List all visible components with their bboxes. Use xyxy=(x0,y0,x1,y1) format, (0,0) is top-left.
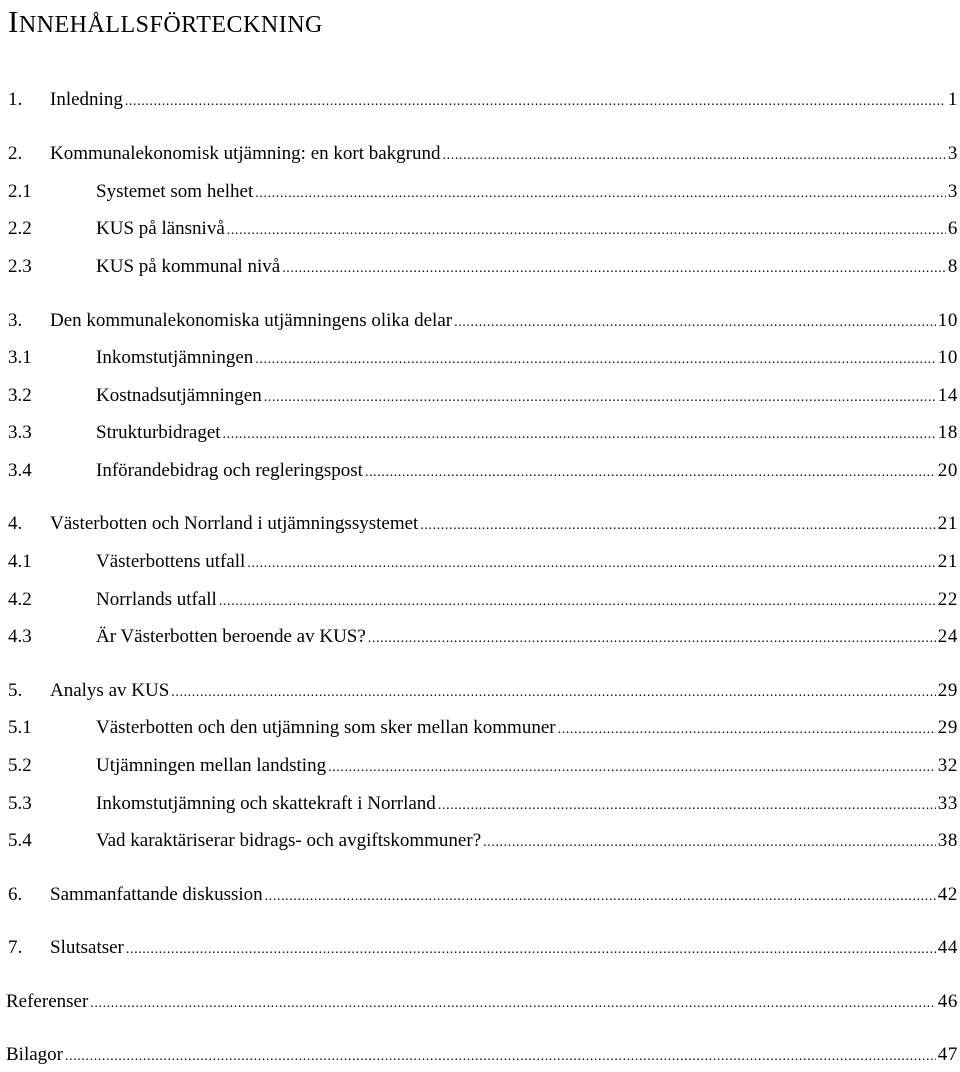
toc-entry-title: Inledning xyxy=(50,89,123,110)
toc-entry-number: 4. xyxy=(8,513,23,534)
toc-dot-leader xyxy=(255,345,936,375)
toc-entry-number: 4.1 xyxy=(8,551,32,572)
toc-entry-title: Inkomstutjämningen xyxy=(96,347,254,368)
toc-entry[interactable] xyxy=(6,1040,958,1070)
toc-entry-page: 10 xyxy=(937,347,958,368)
toc-entry-page: 3 xyxy=(947,181,958,202)
toc-dot-leader xyxy=(282,254,946,284)
toc-dot-leader xyxy=(368,624,936,654)
toc-entry-page: 29 xyxy=(937,680,958,701)
toc-entry-title: Systemet som helhet xyxy=(96,181,254,202)
toc-entry-page: 44 xyxy=(937,937,958,958)
toc-entry[interactable] xyxy=(8,713,958,743)
toc-entry-page: 32 xyxy=(937,755,958,776)
toc-entry[interactable] xyxy=(8,214,958,244)
toc-entry-page: 42 xyxy=(937,884,958,905)
toc-entry-title: Sammanfattande diskussion xyxy=(50,884,263,905)
toc-entry[interactable] xyxy=(8,85,958,115)
toc-entry-page: 38 xyxy=(937,830,958,851)
toc-dot-leader xyxy=(125,87,946,117)
toc-entry-title: Kommunalekonomisk utjämning: en kort bakgrund xyxy=(50,143,441,164)
toc-dot-leader xyxy=(265,882,936,912)
toc-dot-leader xyxy=(65,1042,936,1072)
toc-entry-number: 3.4 xyxy=(8,460,32,481)
toc-entry-number: 3.2 xyxy=(8,385,32,406)
toc-entry-title: Kostnadsutjämningen xyxy=(96,385,262,406)
toc-entry-title: Västerbotten och den utjämning som sker mellan kommuner xyxy=(96,717,556,738)
toc-entry-title: Västerbotten och Norrland i utjämningssystemet xyxy=(50,513,419,534)
toc-dot-leader xyxy=(247,549,935,579)
toc-entry-title: Analys av KUS xyxy=(50,680,170,701)
toc-entry-number: 5.4 xyxy=(8,830,32,851)
toc-dot-leader xyxy=(227,216,946,246)
toc-entry-number: 3. xyxy=(8,310,23,331)
toc-dot-leader xyxy=(171,678,936,708)
toc-entry-page: 14 xyxy=(937,385,958,406)
toc-entry-title: Är Västerbotten beroende av KUS? xyxy=(96,626,366,647)
toc-entry[interactable] xyxy=(8,456,958,486)
toc-entry-number: 7. xyxy=(8,937,23,958)
toc-entry[interactable] xyxy=(8,751,958,781)
toc-dot-leader xyxy=(443,141,946,171)
toc-dot-leader xyxy=(438,791,936,821)
toc-entry-page: 20 xyxy=(937,460,958,481)
toc-entry-page: 6 xyxy=(947,218,958,239)
toc-dot-leader xyxy=(90,989,936,1019)
toc-entry-page: 22 xyxy=(937,589,958,610)
toc-dot-leader xyxy=(255,179,946,209)
toc-entry-number: 4.3 xyxy=(8,626,32,647)
toc-entry-number: 4.2 xyxy=(8,589,32,610)
toc-entry-page: 21 xyxy=(937,551,958,572)
toc-entry-title: Utjämningen mellan landsting xyxy=(96,755,327,776)
toc-entry[interactable] xyxy=(8,826,958,856)
toc-dot-leader xyxy=(223,420,936,450)
toc-entry-number: 2.3 xyxy=(8,256,32,277)
toc-entry-page: 10 xyxy=(937,310,958,331)
toc-entry[interactable] xyxy=(8,306,958,336)
toc-entry[interactable] xyxy=(8,252,958,282)
toc-entry-title: Bilagor xyxy=(6,1044,63,1065)
toc-entry-page: 46 xyxy=(937,991,958,1012)
toc-dot-leader xyxy=(328,753,936,783)
toc-entry[interactable] xyxy=(8,789,958,819)
toc-entry-title: Referenser xyxy=(6,991,89,1012)
toc-entry-number: 2.2 xyxy=(8,218,32,239)
toc-entry-title: Den kommunalekonomiska utjämningens olika delar xyxy=(50,310,453,331)
toc-entry-number: 3.1 xyxy=(8,347,32,368)
toc-entry-number: 2.1 xyxy=(8,181,32,202)
toc-dot-leader xyxy=(264,383,936,413)
toc-entry-title: Vad karaktäriserar bidrags- och avgiftskommuner? xyxy=(96,830,482,851)
toc-entry-number: 3.3 xyxy=(8,422,32,443)
toc-entry-number: 2. xyxy=(8,143,23,164)
toc-entry[interactable] xyxy=(8,676,958,706)
toc-entry-page: 24 xyxy=(937,626,958,647)
toc-dot-leader xyxy=(219,587,936,617)
toc-entry-title: Strukturbidraget xyxy=(96,422,221,443)
toc-entry[interactable] xyxy=(8,585,958,615)
toc-entry-page: 1 xyxy=(947,89,958,110)
toc-entry-title: Införandebidrag och regleringspost xyxy=(96,460,363,481)
toc-entry[interactable] xyxy=(8,343,958,373)
toc-entry-page: 33 xyxy=(937,793,958,814)
toc-entry-page: 3 xyxy=(947,143,958,164)
toc-dot-leader xyxy=(420,511,935,541)
toc-entry[interactable] xyxy=(8,139,958,169)
toc-entry-page: 8 xyxy=(947,256,958,277)
toc-entry-number: 5.3 xyxy=(8,793,32,814)
toc-entry[interactable] xyxy=(8,547,958,577)
toc-entry-page: 18 xyxy=(937,422,958,443)
toc-entry-title: KUS på länsnivå xyxy=(96,218,225,239)
toc-dot-leader xyxy=(365,458,936,488)
toc-entry-title: Norrlands utfall xyxy=(96,589,217,610)
toc-entry-page: 47 xyxy=(937,1044,958,1065)
toc-entry-title: KUS på kommunal nivå xyxy=(96,256,281,277)
toc-entry-number: 5. xyxy=(8,680,23,701)
toc-entry-number: 1. xyxy=(8,89,23,110)
toc-dot-leader xyxy=(558,715,936,745)
toc-entry[interactable] xyxy=(8,622,958,652)
page-title-initial: I xyxy=(8,4,19,39)
toc-entry-number: 5.2 xyxy=(8,755,32,776)
toc-entry-title: Inkomstutjämning och skattekraft i Norrland xyxy=(96,793,436,814)
toc-entry[interactable] xyxy=(8,880,958,910)
page-title-rest: NNEHÅLLSFÖRTECKNING xyxy=(18,12,323,38)
toc-entry[interactable] xyxy=(8,381,958,411)
toc-entry[interactable] xyxy=(8,509,958,539)
toc-entry-number: 6. xyxy=(8,884,23,905)
toc-entry[interactable] xyxy=(6,987,958,1017)
toc-entry[interactable] xyxy=(8,418,958,448)
toc-entry-title: Västerbottens utfall xyxy=(96,551,246,572)
page-title xyxy=(8,2,323,45)
toc-entry-page: 29 xyxy=(937,717,958,738)
toc-entry-title: Slutsatser xyxy=(50,937,124,958)
toc-entry-number: 5.1 xyxy=(8,717,32,738)
toc-dot-leader xyxy=(483,828,936,858)
toc-entry-page: 21 xyxy=(937,513,958,534)
toc-entry[interactable] xyxy=(8,933,958,963)
toc-entry[interactable] xyxy=(8,177,958,207)
toc-dot-leader xyxy=(454,308,936,338)
toc-dot-leader xyxy=(126,935,936,965)
